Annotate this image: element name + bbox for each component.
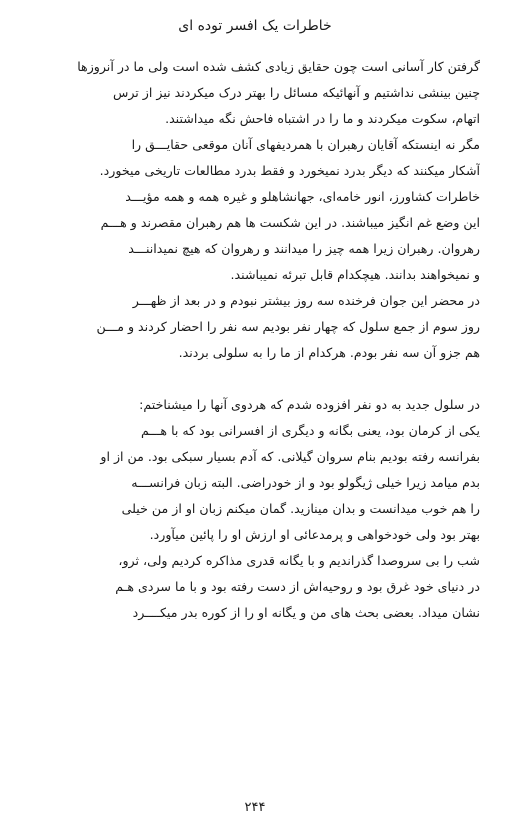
paragraph (30, 548, 480, 626)
paragraph-gap (30, 366, 480, 392)
page-title: خاطرات یک افسر توده ای (178, 18, 332, 34)
text-line: بفرانسه رفته بودیم بنام سروان گیلانی. که آدم بسیار سبکی بود. من از او (100, 449, 480, 464)
text-line: هم جزو آن سه نفر بودم. هرکدام از ما را به سلولی بردند. (178, 345, 480, 360)
text-line: را هم خوب میدانست و بدان مینازید. گمان میکنم زبان او از من خیلی (121, 501, 480, 516)
text-line: در دنیای خود غرق بود و روحیه‌اش از دست رفته بود و با ما سردی هـم (115, 579, 480, 594)
text-line: در محضر این جوان فرخنده سه روز بیشتر نبودم و در بعد از ظهـــر (132, 293, 480, 308)
text-line: بدم میامد زیرا خیلی ژیگولو بود و از خودراضی. البته زبان فرانســـه (131, 475, 480, 490)
text-line: رهروان. رهبران زیرا همه چیز را میدانند و رهروان که هیچ نمیداننـــد (128, 241, 480, 256)
text-line: آشکار میکنند که دیگر بدرد نمیخورد و فقط بدرد مطالعات تاریخی میخورد. (99, 163, 480, 178)
text-line: نشان میداد. بعضی بحث های من و یگانه او را از کوره بدر میکــــرد (132, 605, 480, 620)
text-line: خاطرات کشاورز، انور خامه‌ای، جهانشاهلو و غیره همه و همه مؤیـــد (125, 189, 480, 204)
paragraph (30, 288, 480, 366)
paragraph (30, 184, 480, 288)
body-text (30, 54, 480, 626)
paragraph (30, 54, 480, 132)
text-line: مگر نه اینستکه آقایان رهبران با همردیفهای آنان موقعی حقایـــق را (131, 137, 480, 152)
text-line: گرفتن کار آسانی است چون حقایق زیادی کشف شده است ولی ما در آنروزها (77, 59, 480, 74)
paragraph (30, 392, 480, 548)
text-line: بهتر بود ولی خودخواهی و پرمدعائی او ارزش او را پائین میآورد. (149, 527, 480, 542)
text-line: اتهام، سکوت میکردند و ما را در اشتباه فاحش نگه میداشتند. (165, 111, 480, 126)
text-line: در سلول جدید به دو نفر افزوده شدم که هردوی آنها را میشناختم: (139, 397, 480, 412)
text-line: و نمیخواهند بدانند. هیچکدام قابل تبرئه نمیباشند. (230, 267, 480, 282)
text-line: چنین بینشی نداشتیم و آنهائیکه مسائل را بهتر درک میکردند نیز از ترس (112, 85, 480, 100)
text-line: این وضع غم انگیز میباشند. در این شکست ها هم رهبران مقصرند و هـــم (100, 215, 480, 230)
text-line: شب را بی سروصدا گذراندیم و با یگانه قدری مذاکره کردیم ولی، ثرو، (118, 553, 480, 568)
page-number: ۲۴۴ (244, 800, 266, 815)
text-line: یکی از کرمان بود، یعنی بگانه و دیگری از افسرانی بود که با هـــم (140, 423, 480, 438)
paragraph (30, 132, 480, 184)
text-line: روز سوم از جمع سلول که چهار نفر بودیم سه نفر را احضار کردند و مـــن (96, 319, 480, 334)
